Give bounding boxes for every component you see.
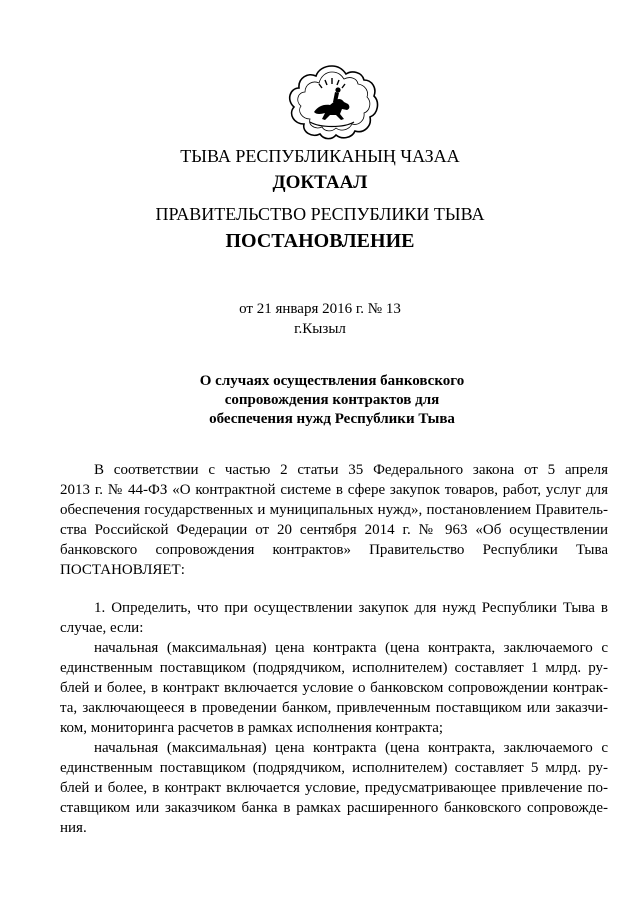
- title-line: обеспечения нужд Республики Тыва: [209, 411, 455, 427]
- text-line: блей и более, в контракт включается условие о банковском сопровождении контрак-: [60, 680, 608, 696]
- header-russian-decree: ПОСТАНОВЛЕНИЕ: [225, 230, 415, 252]
- text-line: та, заключающееся в проведении банком, привлеченным поставщиком или заказчи-: [60, 700, 608, 716]
- text-line: начальная (максимальная) цена контракта (цена контракта, заключаемого с: [94, 640, 608, 656]
- title-line: О случаях осуществления банковского: [199, 373, 465, 389]
- emblem-sun-rays: [319, 78, 345, 88]
- text-line: блей и более, в контракт включается условие, предусматривающее привлечение по-: [60, 780, 608, 796]
- text-line: В соответствии с частью 2 статьи 35 Федерального закона от 5 апреля: [94, 462, 608, 478]
- title-line: сопровождения контрактов для: [224, 392, 440, 408]
- emblem-rider-figure: [314, 99, 349, 120]
- text-line: 2013 г. № 44-ФЗ «О контрактной системе в сфере закупок товаров, работ, услуг для: [60, 482, 608, 498]
- text-line: случае, если:: [60, 620, 144, 636]
- header-tyva-government: ТЫВА РЕСПУБЛИКАНЫҢ ЧАЗАА: [180, 146, 460, 166]
- text-line: 1. Определить, что при осуществлении закупок для нужд Республики Тыва в: [94, 600, 608, 616]
- text-line: единственным поставщиком (подрядчиком, исполнителем) составляет 1 млрд. ру-: [60, 660, 608, 676]
- header-tyva-decree: ДОКТААЛ: [272, 172, 368, 193]
- header-russian-government: ПРАВИТЕЛЬСТВО РЕСПУБЛИКИ ТЫВА: [155, 204, 485, 224]
- text-line: обеспечения государственных и муниципальных нужд», постановлением Правитель-: [60, 502, 608, 518]
- text-line: ставщиком или заказчиком банка в рамках расширенного банковского сопровожде-: [60, 800, 608, 816]
- coat-of-arms-emblem: [284, 62, 380, 140]
- decree-date-number: от 21 января 2016 г. № 13: [239, 301, 401, 317]
- text-line: начальная (максимальная) цена контракта (цена контракта, заключаемого с: [94, 740, 608, 756]
- text-line: ПОСТАНОВЛЯЕТ:: [60, 562, 185, 578]
- decree-city: г.Кызыл: [294, 321, 346, 337]
- emblem-rider-head: [335, 87, 340, 92]
- text-line: единственным поставщиком (подрядчиком, исполнителем) составляет 5 млрд. ру-: [60, 760, 608, 776]
- text-line: ства Российской Федерации от 20 сентября 2014 г. № 963 «Об осуществлении: [60, 522, 608, 538]
- text-line: банковского сопровождения контрактов» Правительство Республики Тыва: [60, 542, 608, 558]
- text-line: ния.: [60, 820, 87, 836]
- emblem-ribbon: [310, 122, 354, 127]
- text-line: ком, мониторинга расчетов в рамках исполнения контракта;: [60, 720, 444, 736]
